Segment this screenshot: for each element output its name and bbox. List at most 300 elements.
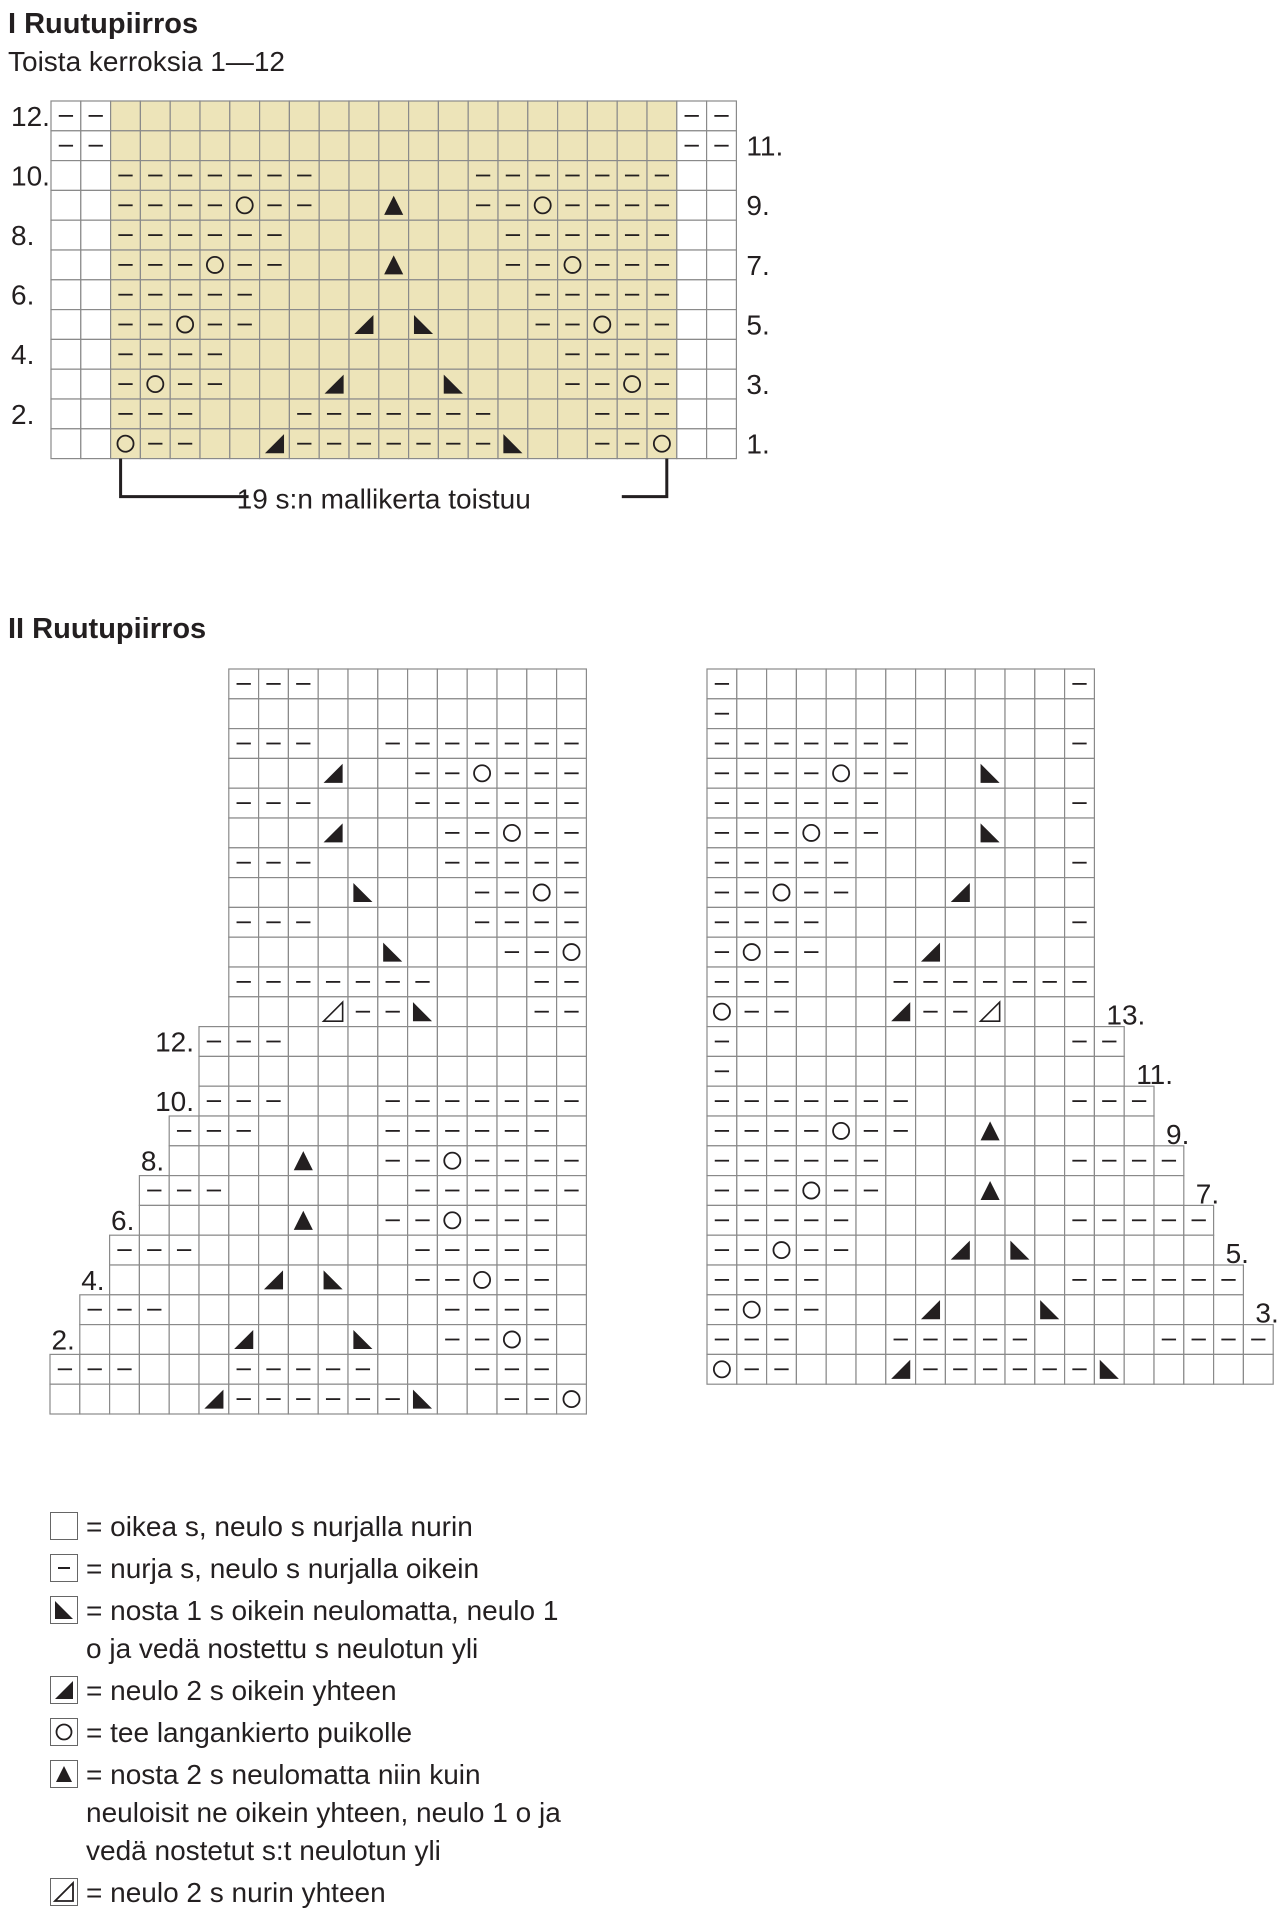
grid-cell <box>437 997 467 1027</box>
grid-cell <box>169 1384 199 1414</box>
grid-cell <box>229 1056 259 1086</box>
grid-cell <box>229 878 259 908</box>
grid-cell <box>259 937 289 967</box>
grid-cell <box>527 699 557 729</box>
grid-cell <box>826 1295 856 1325</box>
grid-cell <box>318 699 348 729</box>
grid-cell <box>856 669 886 699</box>
grid-cell <box>437 1146 467 1176</box>
grid-cell <box>557 669 587 699</box>
grid-cell <box>916 699 946 729</box>
grid-cell <box>378 878 408 908</box>
grid-cell <box>199 1295 229 1325</box>
grid-cell <box>1035 937 1065 967</box>
grid-cell <box>796 1027 826 1057</box>
grid-cell <box>796 669 826 699</box>
grid-cell <box>348 699 378 729</box>
grid-cell <box>1065 878 1095 908</box>
grid-cell <box>1005 669 1035 699</box>
grid-cell <box>916 1265 946 1295</box>
grid-cell <box>437 967 467 997</box>
grid-cell <box>378 1295 408 1325</box>
grid-cell <box>856 997 886 1027</box>
grid-cell <box>318 729 348 759</box>
double-decrease-icon <box>50 1760 78 1788</box>
grid-cell <box>437 1056 467 1086</box>
grid-cell <box>1094 1176 1124 1206</box>
grid-cell <box>199 1056 229 1086</box>
grid-cell <box>975 937 1005 967</box>
grid-cell <box>1065 1235 1095 1265</box>
grid-cell <box>886 878 916 908</box>
grid-cell <box>1124 1295 1154 1325</box>
grid-cell <box>886 1235 916 1265</box>
grid-cell <box>318 1116 348 1146</box>
grid-cell <box>1035 1205 1065 1235</box>
grid-cell <box>1065 1116 1095 1146</box>
legend-item <box>50 1756 566 1870</box>
grid-cell <box>437 1384 467 1414</box>
grid-cell <box>886 997 916 1027</box>
grid-cell <box>378 1265 408 1295</box>
grid-cell <box>557 1235 587 1265</box>
grid-cell <box>707 997 737 1027</box>
grid-cell <box>408 1056 438 1086</box>
grid-cell <box>169 1354 199 1384</box>
grid-cell <box>767 1056 797 1086</box>
grid-cell <box>408 699 438 729</box>
grid-cell <box>916 1086 946 1116</box>
grid-cell <box>408 669 438 699</box>
grid-cell <box>1035 1176 1065 1206</box>
legend-text: = nurja s, neulo s nurjalla oikein <box>86 1553 480 1584</box>
grid-cell <box>80 1384 110 1414</box>
legend-text: = tee langankierto puikolle <box>86 1717 413 1748</box>
grid-cell <box>1065 937 1095 967</box>
grid-cell <box>557 1205 587 1235</box>
grid-cell <box>737 1295 767 1325</box>
grid-cell <box>975 1146 1005 1176</box>
row-label: 1. <box>746 428 770 460</box>
grid-cell <box>288 1176 318 1206</box>
grid-cell <box>856 1027 886 1057</box>
grid-cell <box>288 1265 318 1295</box>
grid-cell <box>945 1146 975 1176</box>
grid-cell <box>467 1265 497 1295</box>
grid-cell <box>916 848 946 878</box>
row-label: 9. <box>746 190 770 222</box>
grid-cell <box>975 1295 1005 1325</box>
grid-cell <box>348 1086 378 1116</box>
grid-cell <box>348 788 378 818</box>
grid-cell <box>945 1295 975 1325</box>
grid-cell <box>1154 1295 1184 1325</box>
grid-cell <box>1035 1056 1065 1086</box>
grid-cell <box>259 1176 289 1206</box>
grid-cell <box>259 1205 289 1235</box>
row-label: 2. <box>51 1324 75 1356</box>
grid-cell <box>767 699 797 729</box>
grid-cell <box>378 1235 408 1265</box>
grid-cell <box>1005 1116 1035 1146</box>
grid-cell <box>348 1295 378 1325</box>
knit-square-icon <box>50 1512 78 1540</box>
grid-cell <box>497 1325 527 1355</box>
grid-cell <box>826 1354 856 1384</box>
grid-cell <box>975 1265 1005 1295</box>
grid-cell <box>348 1116 378 1146</box>
grid-cell <box>378 1354 408 1384</box>
grid-cell <box>1094 1235 1124 1265</box>
grid-cell <box>1005 758 1035 788</box>
k2tog-decrease-icon <box>50 1676 78 1704</box>
grid-cell <box>348 1265 378 1295</box>
grid-cell <box>856 1056 886 1086</box>
grid-cell <box>945 1086 975 1116</box>
grid-cell <box>1005 729 1035 759</box>
grid-cell <box>348 729 378 759</box>
row-label: 11. <box>746 130 784 162</box>
grid-cell <box>1035 788 1065 818</box>
grid-cell <box>1035 1235 1065 1265</box>
grid-cell <box>975 699 1005 729</box>
grid-cell <box>1035 1086 1065 1116</box>
grid-cell <box>975 729 1005 759</box>
grid-cell <box>139 1205 169 1235</box>
grid-cell <box>378 1176 408 1206</box>
grid-cell <box>497 997 527 1027</box>
grid-cell <box>796 967 826 997</box>
legend-text: = nosta 1 s oikein neulomatta, neulo 1 o ja vedä nostettu s neulotun yli <box>86 1595 559 1664</box>
row-label: 5. <box>746 309 770 341</box>
grid-cell <box>259 818 289 848</box>
grid-cell <box>318 1235 348 1265</box>
grid-cell <box>557 1056 587 1086</box>
grid-cell <box>288 1295 318 1325</box>
grid-cell <box>288 1056 318 1086</box>
row-label: 11. <box>1136 1059 1174 1091</box>
grid-cell <box>945 1116 975 1146</box>
grid-cell <box>886 1205 916 1235</box>
grid-cell <box>288 997 318 1027</box>
row-label: 12. <box>155 1026 194 1058</box>
grid-cell <box>945 1265 975 1295</box>
grid-cell <box>886 1056 916 1086</box>
grid-cell <box>1035 997 1065 1027</box>
grid-cell <box>557 699 587 729</box>
row-label: 6. <box>11 279 35 311</box>
grid-cell <box>199 1235 229 1265</box>
grid-cell <box>288 1086 318 1116</box>
grid-cell <box>169 1325 199 1355</box>
grid-cell <box>378 907 408 937</box>
grid-cell <box>886 1295 916 1325</box>
grid-cell <box>1005 907 1035 937</box>
row-label: 5. <box>1225 1238 1249 1269</box>
grid-cell <box>318 937 348 967</box>
row-label: 4. <box>11 339 35 371</box>
grid-cell <box>767 1027 797 1057</box>
grid-cell <box>886 937 916 967</box>
grid-cell <box>437 669 467 699</box>
grid-cell <box>288 758 318 788</box>
legend-item <box>50 1874 566 1912</box>
grid-cell <box>1005 1086 1035 1116</box>
grid-cell <box>497 669 527 699</box>
grid-cell <box>199 1325 229 1355</box>
grid-cell <box>199 1205 229 1235</box>
grid-cell <box>527 669 557 699</box>
grid-cell <box>408 1354 438 1384</box>
grid-cell <box>408 848 438 878</box>
grid-cell <box>467 699 497 729</box>
grid-cell <box>467 967 497 997</box>
grid-cell <box>348 669 378 699</box>
grid-cell <box>229 1295 259 1325</box>
grid-cell <box>139 1265 169 1295</box>
grid-cell <box>229 1176 259 1206</box>
grid-cell <box>467 1384 497 1414</box>
grid-cell <box>1035 669 1065 699</box>
grid-cell <box>1005 1176 1035 1206</box>
grid-cell <box>856 878 886 908</box>
grid-cell <box>1005 699 1035 729</box>
grid-cell <box>856 1325 886 1355</box>
grid-cell <box>856 907 886 937</box>
grid-cell <box>199 1265 229 1295</box>
grid-cell <box>796 818 826 848</box>
grid-cell <box>1124 1354 1154 1384</box>
grid-cell <box>288 818 318 848</box>
grid-cell <box>1243 1354 1273 1384</box>
grid-cell <box>139 1384 169 1414</box>
grid-cell <box>318 1176 348 1206</box>
grid-cell <box>288 1116 318 1146</box>
grid-cell <box>796 1325 826 1355</box>
grid-cell <box>737 669 767 699</box>
grid-cell <box>1005 818 1035 848</box>
grid-cell <box>945 729 975 759</box>
grid-cell <box>826 1325 856 1355</box>
grid-cell <box>767 669 797 699</box>
legend-text: = oikea s, neulo s nurjalla nurin <box>86 1511 473 1542</box>
grid-cell <box>557 1265 587 1295</box>
grid-cell <box>1094 1325 1124 1355</box>
grid-cell <box>139 1325 169 1355</box>
grid-cell <box>318 1086 348 1116</box>
grid-cell <box>945 818 975 848</box>
grid-cell <box>1094 1295 1124 1325</box>
grid-cell <box>259 1146 289 1176</box>
grid-cell <box>497 818 527 848</box>
grid-cell <box>378 758 408 788</box>
grid-cell <box>259 699 289 729</box>
grid-cell <box>348 937 378 967</box>
grid-cell <box>975 1027 1005 1057</box>
grid-cell <box>408 1325 438 1355</box>
grid-cell <box>916 937 946 967</box>
grid-cell <box>348 758 378 788</box>
grid-cell <box>1035 729 1065 759</box>
grid-cell <box>886 1176 916 1206</box>
grid-cell <box>975 1235 1005 1265</box>
ssk-decrease-icon <box>50 1596 78 1624</box>
grid-cell <box>318 907 348 937</box>
grid-cell <box>318 1295 348 1325</box>
grid-cell <box>169 1205 199 1235</box>
grid-cell <box>497 967 527 997</box>
grid-cell <box>557 1027 587 1057</box>
grid-cell <box>348 1205 378 1235</box>
grid-cell <box>497 1056 527 1086</box>
grid-cell <box>916 907 946 937</box>
grid-cell <box>975 848 1005 878</box>
grid-cell <box>975 1086 1005 1116</box>
grid-cell <box>945 1027 975 1057</box>
row-label: 4. <box>81 1264 105 1296</box>
grid-cell <box>856 1354 886 1384</box>
grid-cell <box>1154 1354 1184 1384</box>
grid-cell <box>707 1354 737 1384</box>
grid-cell <box>378 788 408 818</box>
grid-cell <box>1035 1146 1065 1176</box>
grid-cell <box>975 788 1005 818</box>
grid-cell <box>1154 1176 1184 1206</box>
grid-cell <box>169 1295 199 1325</box>
grid-cell <box>467 669 497 699</box>
grid-cell <box>1005 1056 1035 1086</box>
grid-cell <box>1035 1265 1065 1295</box>
grid-cell <box>826 1265 856 1295</box>
grid-cell <box>975 907 1005 937</box>
grid-cell <box>916 878 946 908</box>
grid-cell <box>767 878 797 908</box>
grid-cell <box>348 818 378 848</box>
grid-cell <box>408 878 438 908</box>
grid-cell <box>945 907 975 937</box>
grid-cell <box>139 1354 169 1384</box>
grid-cell <box>737 699 767 729</box>
grid-cell <box>348 1056 378 1086</box>
grid-cell <box>110 1325 140 1355</box>
grid-cell <box>110 1265 140 1295</box>
grid-cell <box>1065 1176 1095 1206</box>
grid-cell <box>945 758 975 788</box>
grid-cell <box>467 1056 497 1086</box>
grid-cell <box>975 1056 1005 1086</box>
grid-cell <box>737 937 767 967</box>
grid-cell <box>527 1056 557 1086</box>
grid-cell <box>318 1265 348 1295</box>
grid-cell <box>408 907 438 937</box>
grid-cell <box>229 699 259 729</box>
row-label: 3. <box>746 369 770 400</box>
grid-cell <box>229 997 259 1027</box>
p2tog-decrease-icon <box>50 1878 78 1906</box>
grid-cell <box>1065 997 1095 1027</box>
grid-cell <box>916 1205 946 1235</box>
grid-cell <box>229 1235 259 1265</box>
row-label: 12. <box>11 100 50 132</box>
grid-cell <box>796 997 826 1027</box>
grid-cell <box>1005 1205 1035 1235</box>
grid-cell <box>1065 758 1095 788</box>
grid-cell <box>229 818 259 848</box>
grid-cell <box>826 1116 856 1146</box>
grid-cell <box>1005 878 1035 908</box>
grid-cell <box>288 1325 318 1355</box>
grid-cell <box>199 1354 229 1384</box>
grid-cell <box>1214 1354 1244 1384</box>
grid-cell <box>1065 1295 1095 1325</box>
row-label: 8. <box>11 220 35 251</box>
grid-cell <box>1124 1325 1154 1355</box>
grid-cell <box>169 1146 199 1176</box>
grid-cell <box>318 1056 348 1086</box>
grid-cell <box>229 1265 259 1295</box>
grid-cell <box>378 818 408 848</box>
grid-cell <box>318 1205 348 1235</box>
grid-cell <box>378 699 408 729</box>
grid-cell <box>886 669 916 699</box>
grid-cell <box>856 848 886 878</box>
grid-cell <box>229 1146 259 1176</box>
grid-cell <box>378 1325 408 1355</box>
grid-cell <box>826 699 856 729</box>
grid-cell <box>557 937 587 967</box>
grid-cell <box>259 1235 289 1265</box>
grid-cell <box>199 1384 229 1414</box>
grid-cell <box>1124 1176 1154 1206</box>
grid-cell <box>318 669 348 699</box>
grid-cell <box>467 1027 497 1057</box>
grid-cell <box>1065 1325 1095 1355</box>
row-label: 7. <box>746 249 770 281</box>
chart1-title: I Ruutupiirros <box>8 8 199 40</box>
grid-cell <box>467 758 497 788</box>
grid-cell <box>767 1235 797 1265</box>
grid-cell <box>80 1325 110 1355</box>
grid-cell <box>916 1056 946 1086</box>
grid-cell <box>1035 1116 1065 1146</box>
grid-cell <box>408 997 438 1027</box>
grid-cell <box>1005 937 1035 967</box>
grid-cell <box>796 1176 826 1206</box>
grid-cell <box>796 699 826 729</box>
grid-cell <box>856 937 886 967</box>
legend-item <box>50 1672 566 1710</box>
grid-cell <box>886 699 916 729</box>
grid-cell <box>259 878 289 908</box>
grid-cell <box>1035 907 1065 937</box>
legend-item <box>50 1714 566 1752</box>
grid-cell <box>1005 997 1035 1027</box>
grid-cell <box>945 1176 975 1206</box>
grid-cell <box>437 699 467 729</box>
grid-cell <box>1154 1235 1184 1265</box>
grid-cell <box>288 699 318 729</box>
grid-cell <box>916 758 946 788</box>
grid-cell <box>1065 1056 1095 1086</box>
grid-cell <box>1214 1295 1244 1325</box>
grid-cell <box>856 1295 886 1325</box>
grid-cell <box>945 848 975 878</box>
grid-cell <box>318 788 348 818</box>
grid-cell <box>437 907 467 937</box>
grid-cell <box>408 818 438 848</box>
grid-cell <box>826 907 856 937</box>
grid-cell <box>437 937 467 967</box>
